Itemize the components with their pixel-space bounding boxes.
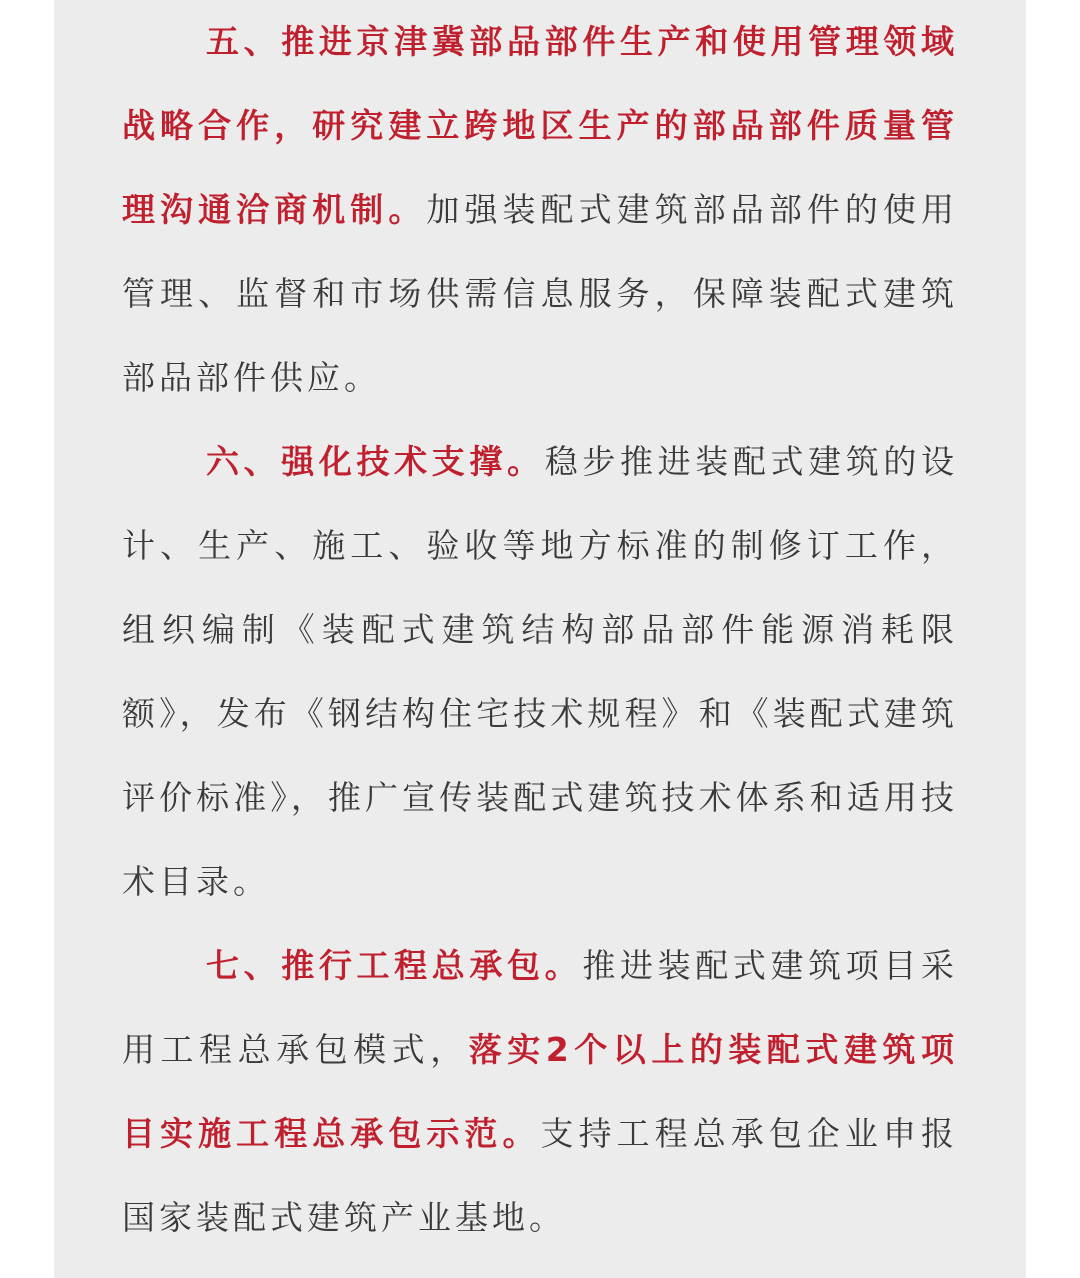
section-5-heading: 五、推进京津冀部品部件生产和使用管理领域战略合作，研究建立跨地区生产的部品部件质量管理沟通洽商机制。	[122, 22, 958, 229]
section-6-text: 稳步推进装配式建筑的设计、生产、施工、验收等地方标准的制修订工作，组织编制《装配式建筑结构部品部件能源消耗限额》，发布《钢结构住宅技术规程》和《装配式建筑评价标准》，推广宣传装配式建筑技术体系和适用技术目录。	[122, 442, 959, 901]
section-6-heading: 六、强化技术支撑。	[206, 442, 545, 481]
section-5	[122, 0, 958, 420]
article-body	[122, 0, 958, 1260]
section-7-heading: 七、推行工程总承包。	[206, 946, 583, 985]
section-7-highlight: 落实2个以上的装配式建筑项目实施工程总承包示范。	[122, 1030, 958, 1153]
document-panel	[54, 0, 1026, 1278]
section-7	[122, 924, 958, 1260]
section-7-text: 推进装配式建筑项目采用工程总承包模式，	[122, 946, 959, 1069]
section-6	[122, 420, 958, 924]
section-7-text-end: 支持工程总承包企业申报国家装配式建筑产业基地。	[122, 1114, 959, 1237]
section-5-text: 加强装配式建筑部品部件的使用管理、监督和市场供需信息服务，保障装配式建筑部品部件供应。	[122, 190, 959, 397]
